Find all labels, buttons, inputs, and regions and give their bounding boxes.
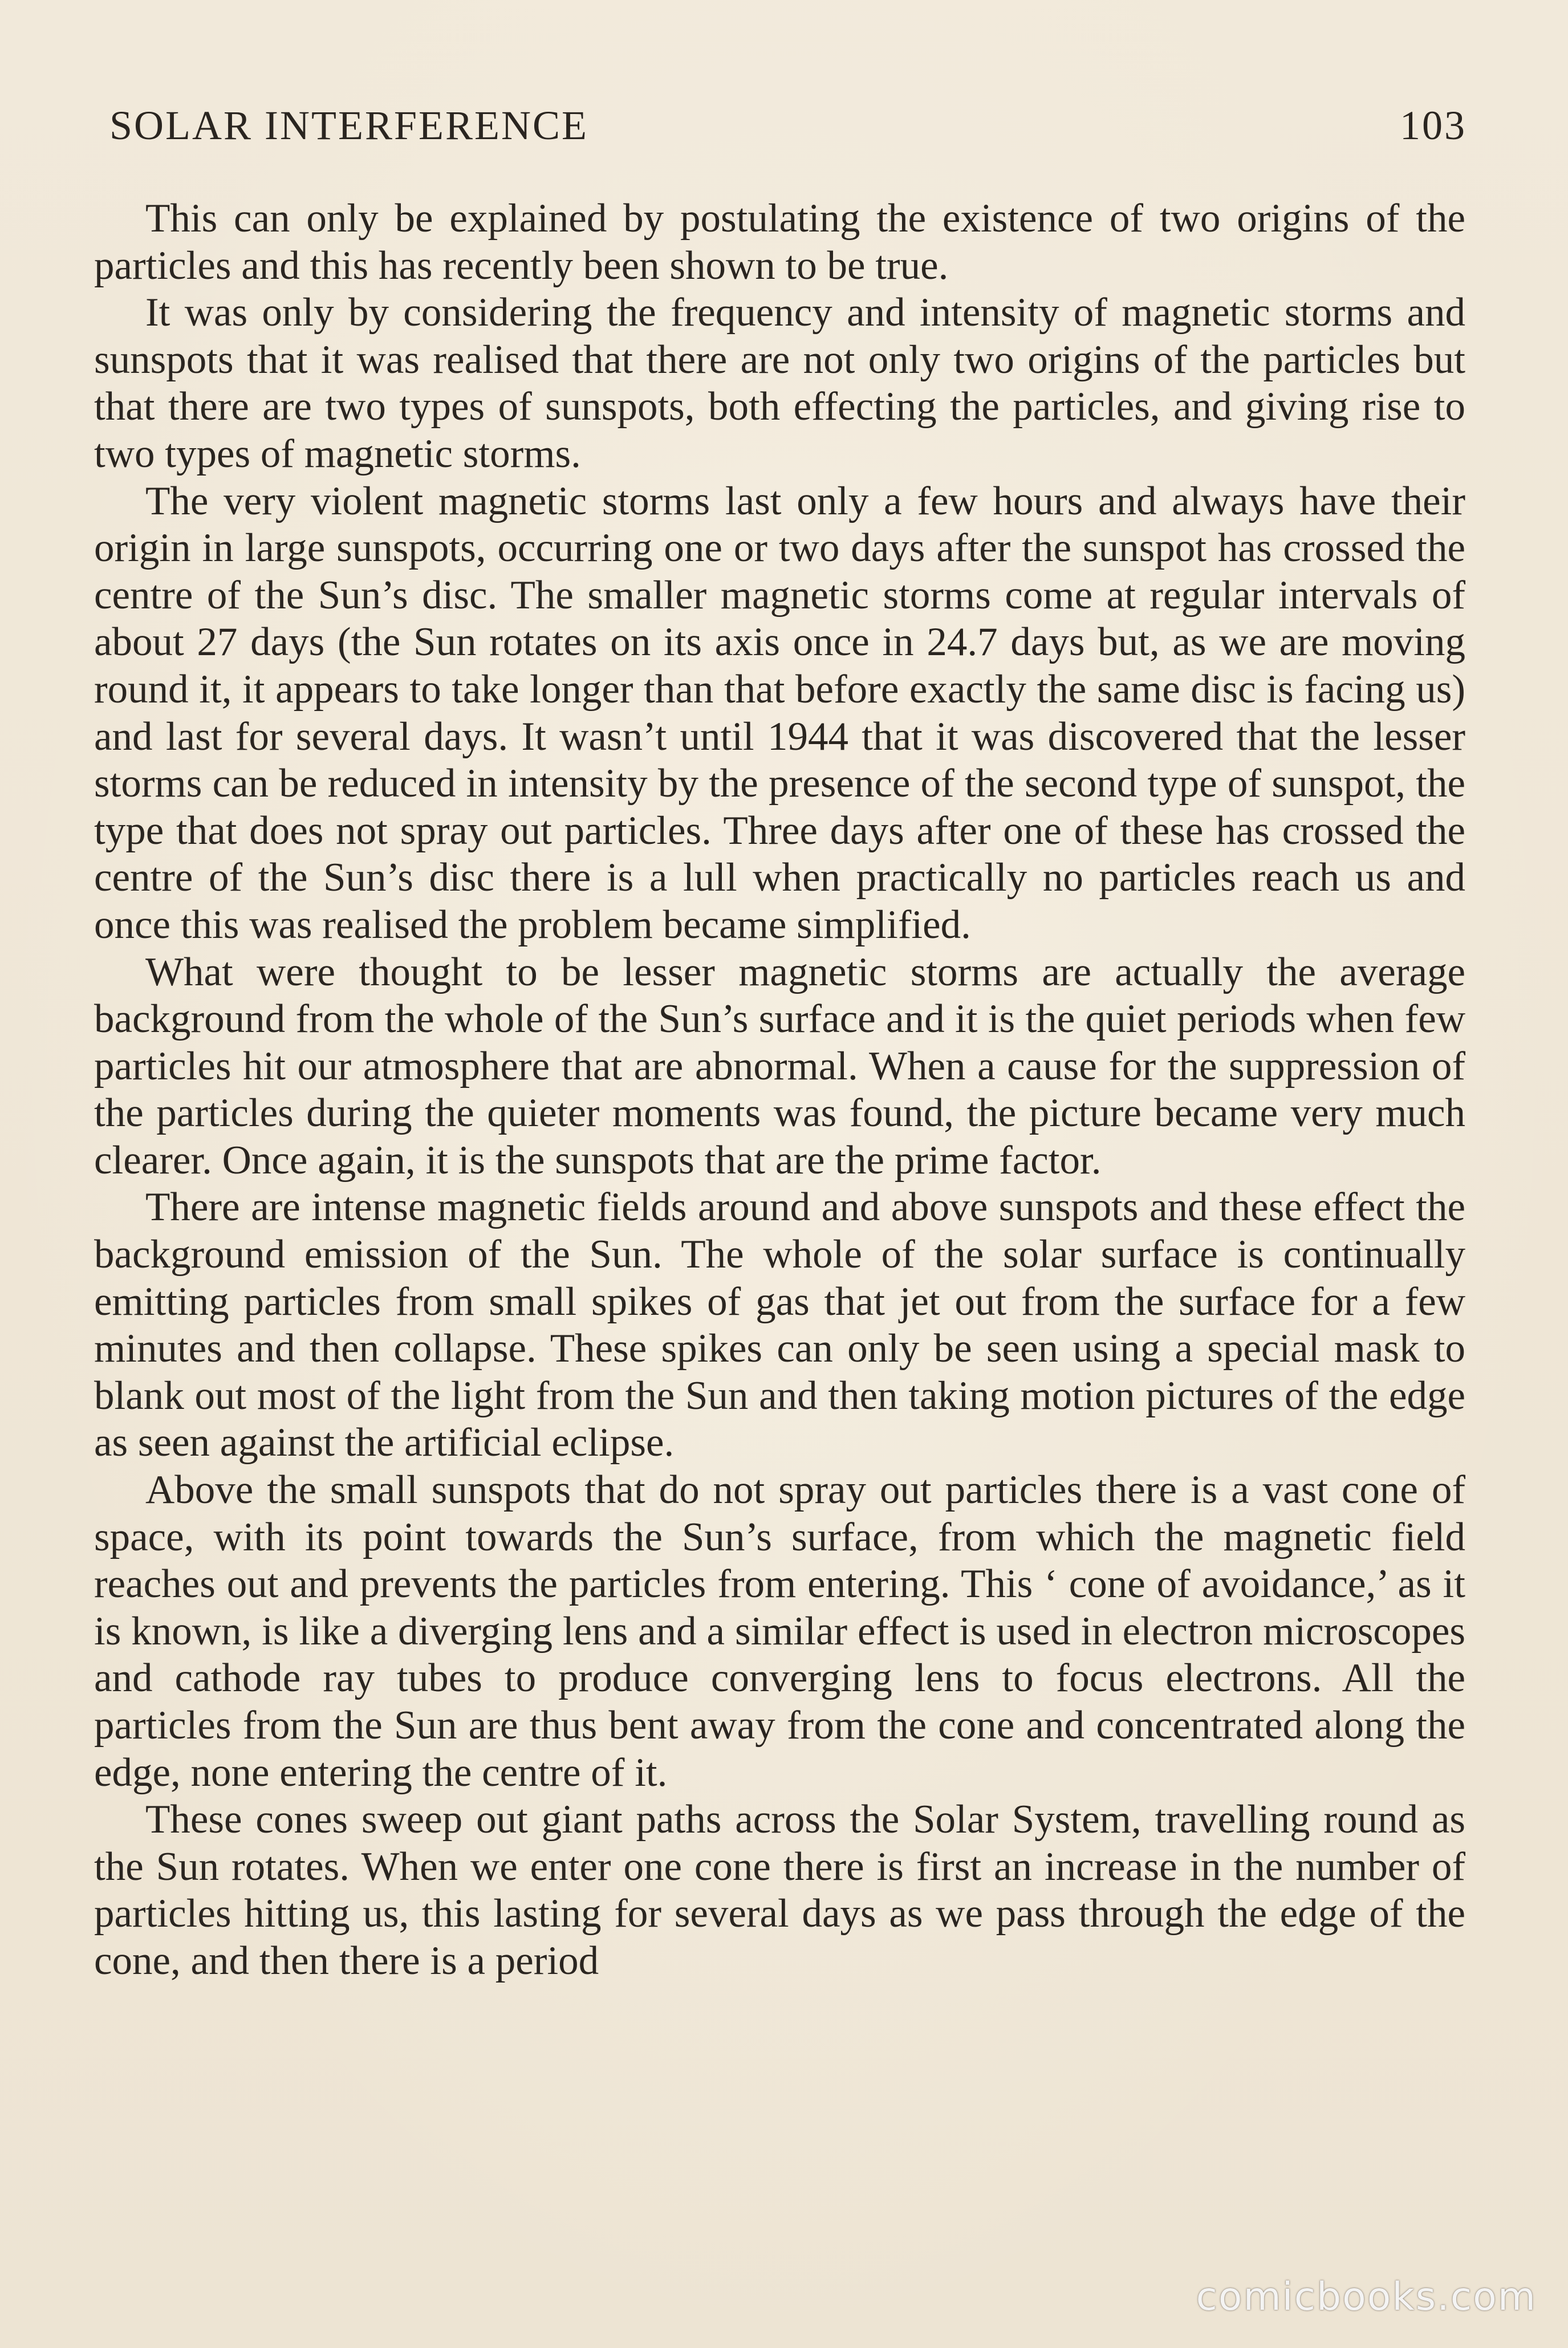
body-text	[94, 195, 1465, 1985]
running-head: SOLAR INTERFERENCE	[109, 103, 589, 148]
page-header	[109, 97, 1467, 154]
paragraph: It was only by considering the frequency and intensity of magnetic storms and sunspots that it was realised that there are not only two origins of the particles but that there are two types of sunspots, both effecting the particles, and giving rise to two types of magnetic storms.	[94, 290, 1465, 476]
paragraph: The very violent magnetic storms last only a few hours and always have their origin in large sunspots, occurring one or two days after the sunspot has crossed the centre of the Sun’s disc. The smaller magnetic storms come at regular intervals of about 27 days (the Sun rotates on its axis once in 24.7 days but, as we are moving round it, it appears to take longer than that before exactly the same disc is facing us) and last for several days. It wasn’t until 1944 that it was discovered that the lesser storms can be reduced in intensity by the presence of the second type of sunspot, the type that does not spray out particles. Three days after one of these has crossed the centre of the Sun’s disc there is a lull when practically no particles reach us and once this was realised the problem became simplified.	[94, 478, 1465, 947]
paragraph: What were thought to be lesser magnetic storms are actually the average background from the whole of the Sun’s surface and it is the quiet periods when few particles hit our atmosphere that are abnormal. When a cause for the suppression of the particles during the quieter moments was found, the picture became very much clearer. Once again, it is the sunspots that are the prime factor.	[94, 949, 1465, 1183]
watermark: comicbooks.com	[1196, 2274, 1537, 2319]
paragraph: These cones sweep out giant paths across the Solar System, travelling round as the Sun rotates. When we enter one cone there is first an increase in the number of particles hitting us, this lasting for several days as we pass through the edge of the cone, and then there is a period	[94, 1797, 1465, 1983]
paragraph: This can only be explained by postulating the existence of two origins of the particles and this has recently been shown to be true.	[94, 196, 1465, 288]
paragraph: There are intense magnetic fields around and above sunspots and these effect the background emission of the Sun. The whole of the solar surface is continually emitting particles from small spikes of gas that jet out from the surface for a few minutes and then collapse. These spikes can only be seen using a special mask to blank out most of the light from the Sun and then taking motion pictures of the edge as seen against the artificial eclipse.	[94, 1185, 1465, 1465]
page-number: 103	[1400, 103, 1467, 148]
paragraph: Above the small sunspots that do not spray out particles there is a vast cone of space, with its point towards the Sun’s surface, from which the magnetic field reaches out and prevents the particles from entering. This ‘ cone of avoidance,’ as it is known, is like a diverging lens and a similar effect is used in electron microscopes and cathode ray tubes to produce converging lens to focus electrons. All the particles from the Sun are thus bent away from the cone and concentrated along the edge, none entering the centre of it.	[94, 1468, 1465, 1795]
